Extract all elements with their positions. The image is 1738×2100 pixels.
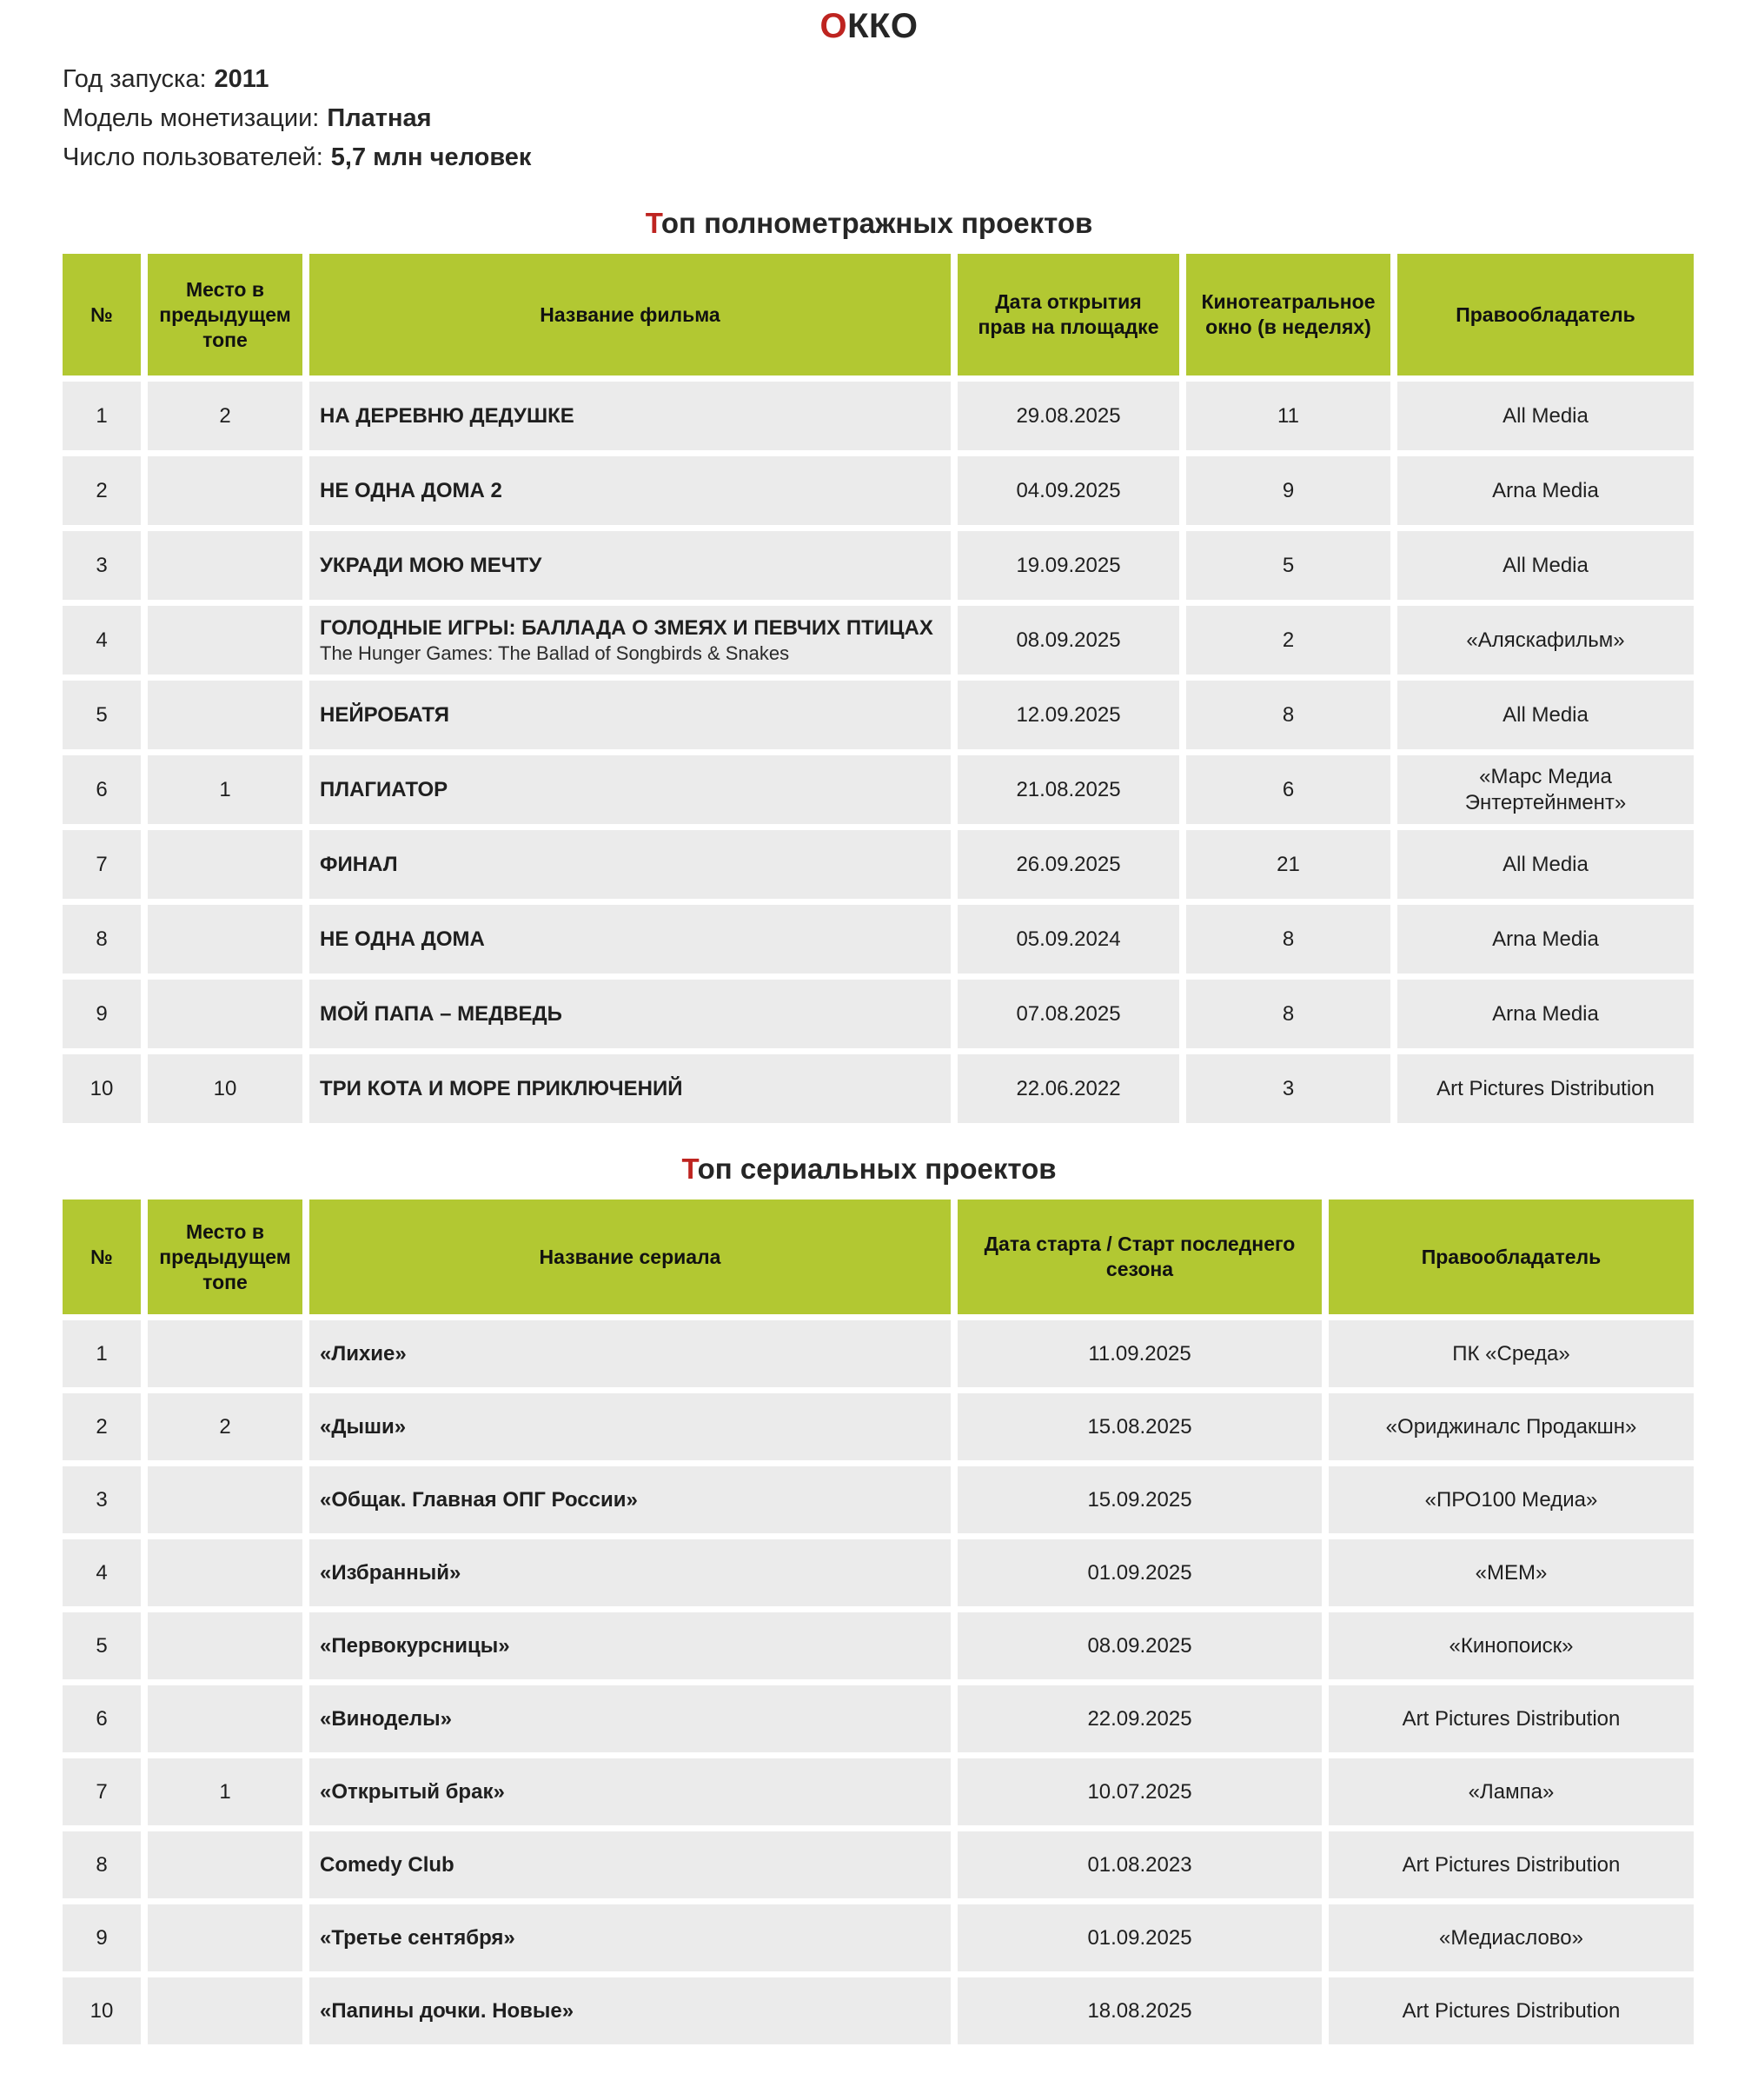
series-cell-prev-top (148, 1685, 302, 1752)
films-cell-num: 1 (63, 382, 141, 450)
films-cell-rightsholder: «Марс Медиа Энтертейнмент» (1397, 755, 1694, 824)
film-title: ГОЛОДНЫЕ ИГРЫ: БАЛЛАДА О ЗМЕЯХ И ПЕВЧИХ ПТИЦАХ (320, 615, 933, 640)
films-cell-prev-top (148, 980, 302, 1048)
films-cell-rightsholder: All Media (1397, 830, 1694, 899)
films-cell-prev-top: 2 (148, 382, 302, 450)
series-cell-title (309, 1758, 951, 1825)
films-cell-date: 22.06.2022 (958, 1054, 1179, 1123)
films-cell-num: 2 (63, 456, 141, 525)
series-cell-date: 01.08.2023 (958, 1831, 1322, 1898)
series-cell-date: 01.09.2025 (958, 1539, 1322, 1606)
series-cell-rightsholder: «ПРО100 Медиа» (1329, 1466, 1694, 1533)
series-cell-date: 11.09.2025 (958, 1320, 1322, 1387)
series-cell-date: 10.07.2025 (958, 1758, 1322, 1825)
films-cell-num: 9 (63, 980, 141, 1048)
film-title: МОЙ ПАПА – МЕДВЕДЬ (320, 1001, 562, 1026)
film-title: НЕ ОДНА ДОМА (320, 927, 485, 951)
series-cell-rightsholder: ПК «Среда» (1329, 1320, 1694, 1387)
films-heading-accent-letter: Т (645, 207, 661, 239)
series-cell-rightsholder: «Кинопоиск» (1329, 1612, 1694, 1679)
series-cell-prev-top (148, 1466, 302, 1533)
films-cell-date: 05.09.2024 (958, 905, 1179, 974)
films-cell-window: 11 (1186, 382, 1390, 450)
series-cell-prev-top (148, 1539, 302, 1606)
series-cell-date: 15.09.2025 (958, 1466, 1322, 1533)
info-monetization-value: Платная (327, 104, 432, 132)
films-table (63, 254, 1694, 1123)
series-cell-num: 8 (63, 1831, 141, 1898)
film-title: ПЛАГИАТОР (320, 777, 448, 801)
series-cell-rightsholder: «Медиаслово» (1329, 1904, 1694, 1971)
series-cell-prev-top (148, 1320, 302, 1387)
series-cell-rightsholder: Art Pictures Distribution (1329, 1831, 1694, 1898)
films-cell-rightsholder: All Media (1397, 681, 1694, 749)
series-cell-prev-top: 1 (148, 1758, 302, 1825)
series-cell-date: 08.09.2025 (958, 1612, 1322, 1679)
series-col-num: № (63, 1200, 141, 1314)
series-cell-num: 5 (63, 1612, 141, 1679)
films-cell-date: 04.09.2025 (958, 456, 1179, 525)
series-title: «Папины дочки. Новые» (320, 1998, 574, 2023)
films-cell-rightsholder: Arna Media (1397, 456, 1694, 525)
series-cell-rightsholder: «Лампа» (1329, 1758, 1694, 1825)
series-title: «Первокурсницы» (320, 1633, 510, 1658)
series-cell-rightsholder: Art Pictures Distribution (1329, 1685, 1694, 1752)
series-cell-prev-top (148, 1977, 302, 2044)
info-monetization-label: Модель монетизации: (63, 104, 320, 132)
films-cell-prev-top (148, 681, 302, 749)
films-col-theatrical-window: Кинотеатральное окно (в неделях) (1186, 254, 1390, 375)
series-cell-num: 4 (63, 1539, 141, 1606)
films-cell-date: 29.08.2025 (958, 382, 1179, 450)
films-cell-prev-top (148, 830, 302, 899)
info-users-value: 5,7 млн человек (330, 143, 532, 171)
films-col-rightsholder: Правообладатель (1397, 254, 1694, 375)
series-cell-prev-top (148, 1612, 302, 1679)
series-cell-title (309, 1831, 951, 1898)
series-title: Comedy Club (320, 1852, 454, 1877)
info-users (63, 138, 1738, 177)
series-col-rightsholder: Правообладатель (1329, 1200, 1694, 1314)
films-cell-date: 07.08.2025 (958, 980, 1179, 1048)
films-cell-date: 12.09.2025 (958, 681, 1179, 749)
films-cell-title (309, 456, 951, 525)
films-cell-rightsholder: All Media (1397, 531, 1694, 600)
films-cell-num: 6 (63, 755, 141, 824)
film-subtitle: The Hunger Games: The Ballad of Songbirds & Snakes (320, 641, 790, 664)
films-cell-prev-top (148, 905, 302, 974)
series-cell-date: 18.08.2025 (958, 1977, 1322, 2044)
series-cell-title (309, 1904, 951, 1971)
series-title: «Третье сентября» (320, 1925, 515, 1950)
films-cell-prev-top (148, 456, 302, 525)
series-cell-date: 22.09.2025 (958, 1685, 1322, 1752)
films-cell-num: 8 (63, 905, 141, 974)
films-cell-date: 26.09.2025 (958, 830, 1179, 899)
page-title (0, 0, 1738, 46)
films-cell-window: 5 (1186, 531, 1390, 600)
films-col-rights-date: Дата открытия прав на площадке (958, 254, 1179, 375)
series-title: «Общак. Главная ОПГ России» (320, 1487, 638, 1512)
info-monetization (63, 99, 1738, 138)
films-col-num: № (63, 254, 141, 375)
series-cell-num: 6 (63, 1685, 141, 1752)
films-cell-prev-top: 1 (148, 755, 302, 824)
films-cell-title (309, 905, 951, 974)
info-launch-year-value: 2011 (214, 65, 269, 93)
series-cell-date: 01.09.2025 (958, 1904, 1322, 1971)
film-title: НА ДЕРЕВНЮ ДЕДУШКЕ (320, 403, 574, 428)
films-cell-date: 08.09.2025 (958, 606, 1179, 675)
series-cell-title (309, 1977, 951, 2044)
series-cell-title (309, 1393, 951, 1460)
series-section-heading (0, 1153, 1738, 1186)
series-cell-num: 3 (63, 1466, 141, 1533)
series-cell-title (309, 1612, 951, 1679)
films-cell-title (309, 755, 951, 824)
series-cell-rightsholder: Art Pictures Distribution (1329, 1977, 1694, 2044)
films-cell-title (309, 606, 951, 675)
films-cell-rightsholder: Arna Media (1397, 980, 1694, 1048)
films-cell-title (309, 681, 951, 749)
films-cell-rightsholder: All Media (1397, 382, 1694, 450)
films-cell-num: 7 (63, 830, 141, 899)
series-cell-num: 1 (63, 1320, 141, 1387)
films-cell-title (309, 980, 951, 1048)
films-cell-num: 3 (63, 531, 141, 600)
films-cell-prev-top: 10 (148, 1054, 302, 1123)
series-title: «Виноделы» (320, 1706, 452, 1731)
series-cell-prev-top (148, 1831, 302, 1898)
films-cell-title (309, 382, 951, 450)
films-section-heading (0, 207, 1738, 240)
series-title: «Открытый брак» (320, 1779, 505, 1804)
films-cell-title (309, 830, 951, 899)
series-cell-prev-top (148, 1904, 302, 1971)
films-cell-window: 9 (1186, 456, 1390, 525)
films-col-prev-top: Место в предыдущем топе (148, 254, 302, 375)
series-heading-accent-letter: Т (681, 1153, 698, 1185)
series-cell-title (309, 1320, 951, 1387)
film-title: НЕЙРОБАТЯ (320, 702, 450, 727)
film-title: НЕ ОДНА ДОМА 2 (320, 478, 502, 502)
series-cell-num: 9 (63, 1904, 141, 1971)
film-title: ФИНАЛ (320, 852, 398, 876)
series-cell-title (309, 1685, 951, 1752)
series-title: «Лихие» (320, 1341, 407, 1366)
brand-accent-letter: О (819, 7, 848, 45)
films-cell-date: 21.08.2025 (958, 755, 1179, 824)
series-cell-num: 2 (63, 1393, 141, 1460)
films-cell-window: 8 (1186, 980, 1390, 1048)
films-cell-prev-top (148, 531, 302, 600)
series-cell-title (309, 1466, 951, 1533)
series-title: «Избранный» (320, 1560, 461, 1585)
films-cell-rightsholder: Art Pictures Distribution (1397, 1054, 1694, 1123)
series-cell-num: 10 (63, 1977, 141, 2044)
service-info (63, 60, 1738, 177)
brand-rest: ККО (847, 7, 919, 45)
films-cell-prev-top (148, 606, 302, 675)
series-cell-rightsholder: «Ориджиналс Продакшн» (1329, 1393, 1694, 1460)
films-cell-title (309, 1054, 951, 1123)
info-launch-year (63, 60, 1738, 99)
films-cell-date: 19.09.2025 (958, 531, 1179, 600)
series-cell-date: 15.08.2025 (958, 1393, 1322, 1460)
series-col-start-date: Дата старта / Старт последнего сезона (958, 1200, 1322, 1314)
films-cell-window: 6 (1186, 755, 1390, 824)
films-cell-window: 8 (1186, 905, 1390, 974)
series-table (63, 1200, 1694, 2044)
film-title: ТРИ КОТА И МОРЕ ПРИКЛЮЧЕНИЙ (320, 1076, 683, 1100)
series-heading-rest: оп сериальных проектов (697, 1153, 1057, 1185)
series-cell-title (309, 1539, 951, 1606)
series-cell-num: 7 (63, 1758, 141, 1825)
info-launch-year-label: Год запуска: (63, 65, 207, 93)
films-cell-window: 3 (1186, 1054, 1390, 1123)
info-users-label: Число пользователей: (63, 143, 323, 171)
films-cell-title (309, 531, 951, 600)
series-title: «Дыши» (320, 1414, 407, 1439)
films-cell-window: 2 (1186, 606, 1390, 675)
films-heading-rest: оп полнометражных проектов (660, 207, 1093, 239)
film-title: УКРАДИ МОЮ МЕЧТУ (320, 553, 542, 577)
films-col-film-title: Название фильма (309, 254, 951, 375)
films-cell-window: 21 (1186, 830, 1390, 899)
films-cell-rightsholder: Arna Media (1397, 905, 1694, 974)
series-cell-prev-top: 2 (148, 1393, 302, 1460)
films-cell-rightsholder: «Аляскафильм» (1397, 606, 1694, 675)
films-cell-num: 10 (63, 1054, 141, 1123)
series-col-series-title: Название сериала (309, 1200, 951, 1314)
films-cell-num: 5 (63, 681, 141, 749)
series-cell-rightsholder: «МЕМ» (1329, 1539, 1694, 1606)
films-cell-num: 4 (63, 606, 141, 675)
series-col-prev-top: Место в предыдущем топе (148, 1200, 302, 1314)
films-cell-window: 8 (1186, 681, 1390, 749)
